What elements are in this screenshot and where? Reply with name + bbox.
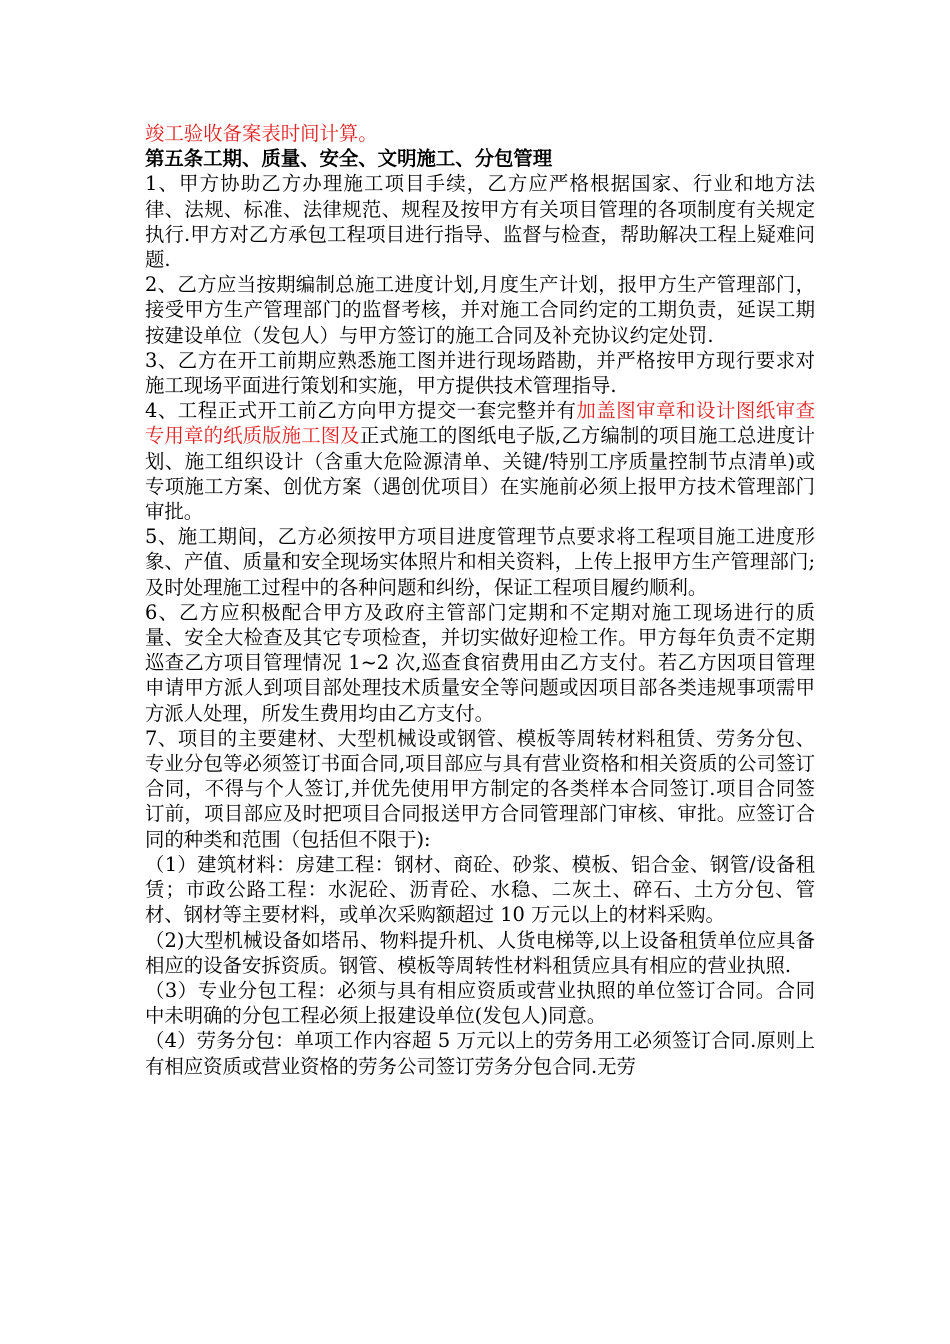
paragraph-4 xyxy=(145,398,815,524)
section-heading: 第五条工期、质量、安全、文明施工、分包管理 xyxy=(145,147,553,171)
paragraph-7: 7、项目的主要建材、大型机械设或钢管、模板等周转材料租赁、劳务分包、专业分包等必须签订书面合同,项目部应与具有营业资格和相关资质的公司签订合同，不得与个人签订,并优先使用甲方制定的各类样本合同签订.项目合同签订前，项目部应及时把项目合同报送甲方合同管理部门审核、审批。应签订合同的种类和范围（包括但不限于): xyxy=(145,726,815,851)
paragraph-2: 2、乙方应当按期编制总施工进度计划,月度生产计划，报甲方生产管理部门，接受甲方生产管理部门的监督考核，并对施工合同约定的工期负责，延误工期按建设单位（发包人）与甲方签订的施工合同及补充协议约定处罚. xyxy=(145,273,815,347)
subitem-1-building-materials: （1）建筑材料：房建工程：钢材、商砼、砂浆、模板、铝合金、钢管/设备租赁；市政公路工程：水泥砼、沥青砼、水稳、二灰土、碎石、土方分包、管材、钢材等主要材料，或单次采购额超过 10 万元以上的材料采购。 xyxy=(145,852,815,927)
paragraph-3: 3、乙方在开工前期应熟悉施工图并进行现场踏勘，并严格按甲方现行要求对施工现场平面进行策划和实施，甲方提供技术管理指导. xyxy=(145,348,815,398)
paragraph-completion-filing: 竣工验收备案表时间计算。 xyxy=(145,122,378,145)
paragraph-4-highlight: 加盖图审章和设计图纸审查专用章的纸质版施工图及 xyxy=(145,399,815,448)
paragraph-5: 5、施工期间，乙方必须按甲方项目进度管理节点要求将工程项目施工进度形象、产值、质量和安全现场实体照片和相关资料，上传上报甲方生产管理部门;及时处理施工过程中的各种问题和纠纷，保证工程项目履约顺利。 xyxy=(145,525,815,599)
paragraph-4-text-start: 4、工程正式开工前乙方向甲方提交一套完整并有 xyxy=(145,399,577,423)
subitem-4-labor-subcontract: （4）劳务分包：单项工作内容超 5 万元以上的劳务用工必须签订合同.原则上有相应资质或营业资格的劳务公司签订劳务分包合同.无劳 xyxy=(145,1029,815,1078)
subitem-2-machinery: （2)大型机械设备如塔吊、物料提升机、人货电梯等,以上设备租赁单位应具备相应的设备安拆资质。钢管、模板等周转性材料租赁应具有相应的营业执照. xyxy=(145,928,815,977)
paragraph-6: 6、乙方应积极配合甲方及政府主管部门定期和不定期对施工现场进行的质量、安全大检查及其它专项检查，并切实做好迎检工作。甲方每年负责不定期巡查乙方项目管理情况 1~2 次,巡查食宿费用由乙方支付。若乙方因项目管理申请甲方派人到项目部处理技术质量安全等问题或因项目部各类违规事项需甲方派人处理，所发生费用均由乙方支付。 xyxy=(145,600,815,725)
document-body xyxy=(145,121,815,1079)
subitem-3-specialty-subcontract: （3）专业分包工程：必须与具有相应资质或营业执照的单位签订合同。合同中未明确的分包工程必须上报建设单位(发包人)同意。 xyxy=(145,978,815,1028)
paragraph-4-text-end: 正式施工的图纸电子版,乙方编制的项目施工总进度计划、施工组织设计（含重大危险源清单、关键/特别工序质量控制节点清单)或专项施工方案、创优方案（遇创优项目）在实施前必须上报甲方技术管理部门审批。 xyxy=(145,424,816,524)
paragraph-1: 1、甲方协助乙方办理施工项目手续，乙方应严格根据国家、行业和地方法律、法规、标准、法律规范、规程及按甲方有关项目管理的各项制度有关规定执行.甲方对乙方承包工程项目进行指导、监督与检查，帮助解决工程上疑难问题. xyxy=(145,172,815,272)
